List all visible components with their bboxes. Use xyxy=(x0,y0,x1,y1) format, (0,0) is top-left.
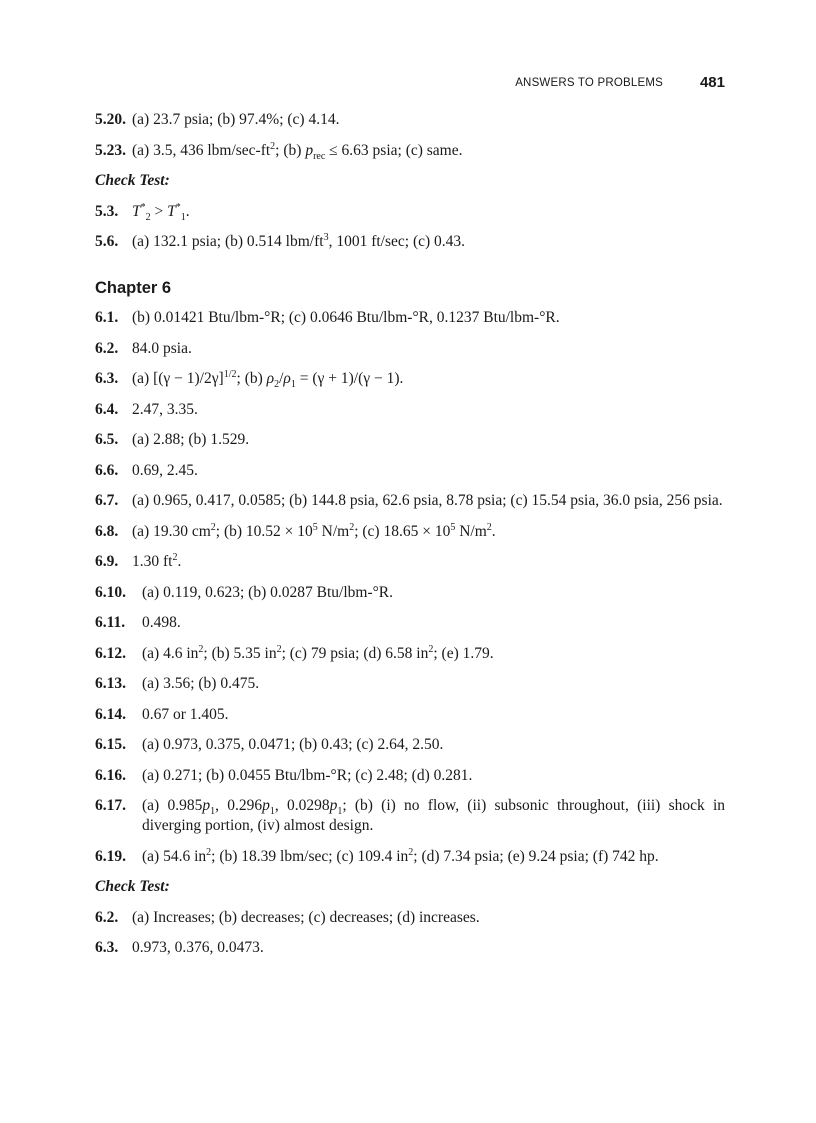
superscript: 2 xyxy=(486,521,492,533)
superscript: * xyxy=(140,201,146,213)
superscript: 1/2 xyxy=(223,368,237,380)
answer-6-4 xyxy=(95,400,725,420)
problem-number: 6.3. xyxy=(95,370,119,387)
answer-text: 1.30 ft xyxy=(132,553,173,570)
answer-text: (a) 2.88; (b) 1.529. xyxy=(132,431,250,448)
answer-6-2 xyxy=(95,339,725,359)
answer-text: 2.47, 3.35. xyxy=(132,400,198,418)
answer-text: (a) 23.7 psia; (b) 97.4%; (c) 4.14. xyxy=(132,111,340,128)
superscript: 2 xyxy=(408,846,414,858)
answer-6-6 xyxy=(95,461,725,481)
answer-text: (a) 0.965, 0.417, 0.0585; (b) 144.8 psia, 62.6 psia, 8.78 psia; (c) 15.54 psia, 36.0 psia, 256 psia. xyxy=(132,492,723,509)
answer-text: 0.67 or 1.405. xyxy=(142,705,229,723)
symbol-rho: ρ xyxy=(266,370,275,387)
problem-number: 6.3. xyxy=(95,939,119,956)
answer-6-14 xyxy=(95,705,725,725)
symbol-p: p xyxy=(329,797,338,814)
answer-text: (a) [(γ − 1)/2γ] xyxy=(132,370,224,387)
problem-number: 6.1. xyxy=(95,309,119,326)
answer-text: (a) 3.56; (b) 0.475. xyxy=(142,675,260,692)
answer-text: ≤ 6.63 psia; (c) same. xyxy=(325,141,463,159)
symbol-rho: ρ xyxy=(283,370,291,387)
answer-6-13 xyxy=(95,674,725,694)
subscript: 1 xyxy=(269,806,275,818)
problem-number: 6.4. xyxy=(95,400,119,418)
subscript: 2 xyxy=(274,379,280,391)
answer-6-8 xyxy=(95,522,725,542)
chapter-heading: Chapter 6 xyxy=(95,279,172,297)
superscript: 3 xyxy=(323,231,329,243)
answer-6-3 xyxy=(95,369,725,389)
answer-6-11 xyxy=(95,613,725,633)
answer-text: (a) 19.30 cm xyxy=(132,522,211,540)
page-number: 481 xyxy=(699,74,725,91)
answer-text: (a) 0.271; (b) 0.0455 Btu/lbm-°R; (c) 2.48; (d) 0.281. xyxy=(142,766,473,784)
answer-6-10 xyxy=(95,583,725,603)
subscript: 1 xyxy=(290,379,296,391)
answer-text: , 1001 ft/sec; (c) 0.43. xyxy=(328,233,466,250)
answer-text: . xyxy=(177,553,182,570)
answer-text: N/m xyxy=(455,522,487,540)
problem-number: 5.6. xyxy=(95,233,119,250)
answer-text: ; (c) 79 psia; (d) 6.58 in xyxy=(281,644,429,662)
answer-text: ; (b) 5.35 in xyxy=(203,644,277,662)
problem-number: 6.5. xyxy=(95,431,119,448)
answer-text: (a) 54.6 in xyxy=(142,847,207,865)
answer-text: ; (b) (i) no flow, (ii) subsonic throughout, (iii) shock in diverging portion, (iv) almost design. xyxy=(142,797,726,834)
answer-text: = (γ + 1)/(γ − 1). xyxy=(295,370,404,387)
answer-6-1 xyxy=(95,308,725,328)
problem-number: 6.14. xyxy=(95,705,126,723)
answer-text: 0.973, 0.376, 0.0473. xyxy=(132,939,264,956)
answer-text: ; (b) xyxy=(275,141,306,159)
answer-text: . xyxy=(185,202,190,220)
problem-number: 6.19. xyxy=(95,847,126,865)
subscript: 2 xyxy=(145,211,151,223)
answer-text: 0.498. xyxy=(142,614,181,631)
answer-text: , 0.296 xyxy=(215,797,263,814)
problem-number: 6.8. xyxy=(95,522,119,540)
answer-6-19 xyxy=(95,847,725,867)
answer-6-16 xyxy=(95,766,725,786)
symbol-p: p xyxy=(305,141,314,159)
problem-number: 5.3. xyxy=(95,202,119,220)
answer-6-17 xyxy=(95,796,725,836)
subscript: 1 xyxy=(210,806,216,818)
problem-number: 6.13. xyxy=(95,675,126,692)
problem-number: 6.11. xyxy=(95,614,126,631)
problem-number: 5.23. xyxy=(95,141,126,159)
answer-text: ; (c) 18.65 × 10 xyxy=(354,522,451,540)
answer-text: ; (e) 1.79. xyxy=(433,644,494,662)
answer-text: (a) 0.119, 0.623; (b) 0.0287 Btu/lbm-°R. xyxy=(142,583,394,601)
problem-number: 6.12. xyxy=(95,644,126,662)
answer-text: . xyxy=(491,522,496,540)
problem-number: 5.20. xyxy=(95,111,126,128)
answer-6-9 xyxy=(95,552,725,572)
symbol-t: T xyxy=(132,202,141,220)
problem-number: 6.10. xyxy=(95,583,126,601)
answer-text: ; (b) 18.39 lbm/sec; (c) 109.4 in xyxy=(211,847,409,865)
answer-6-5 xyxy=(95,430,725,450)
check-6-2 xyxy=(95,908,725,928)
answer-5-23 xyxy=(95,141,725,161)
superscript: 2 xyxy=(276,643,282,655)
subscript: 1 xyxy=(180,211,186,223)
answer-6-12 xyxy=(95,644,725,664)
answers-content xyxy=(95,110,725,969)
answer-text: (a) 132.1 psia; (b) 0.514 lbm/ft xyxy=(132,233,324,250)
symbol-p: p xyxy=(262,797,270,814)
problem-number: 6.2. xyxy=(95,339,119,357)
answer-text: / xyxy=(279,370,284,387)
answer-text: ; (d) 7.34 psia; (e) 9.24 psia; (f) 742 hp. xyxy=(413,847,659,865)
answer-text: (a) 0.985 xyxy=(142,797,203,814)
answer-text: N/m xyxy=(317,522,350,540)
answer-5-20 xyxy=(95,110,725,130)
check-5-6 xyxy=(95,232,725,252)
problem-number: 6.7. xyxy=(95,492,119,509)
check-test-heading: Check Test: xyxy=(95,878,170,895)
answer-text: (b) 0.01421 Btu/lbm-°R; (c) 0.0646 Btu/lbm-°R, 0.1237 Btu/lbm-°R. xyxy=(132,309,560,326)
answer-text: 0.69, 2.45. xyxy=(132,461,198,479)
problem-number: 6.2. xyxy=(95,908,119,926)
answer-text: > xyxy=(150,202,168,220)
answer-text: , 0.0298 xyxy=(274,797,330,814)
running-head: ANSWERS TO PROBLEMS xyxy=(515,77,663,89)
answer-text: 84.0 psia. xyxy=(132,339,192,357)
answer-6-15 xyxy=(95,735,725,755)
subscript: rec xyxy=(313,150,326,162)
problem-number: 6.6. xyxy=(95,461,119,479)
problem-number: 6.9. xyxy=(95,553,119,570)
page-header xyxy=(95,74,725,92)
superscript: 2 xyxy=(172,551,178,563)
superscript: 2 xyxy=(428,643,434,655)
symbol-p: p xyxy=(202,797,211,814)
superscript: 2 xyxy=(349,521,355,533)
answer-text: ; (b) xyxy=(236,370,267,387)
answer-text: (a) Increases; (b) decreases; (c) decreases; (d) increases. xyxy=(132,908,480,926)
answer-text: ; (b) 10.52 × 10 xyxy=(215,522,313,540)
superscript: 2 xyxy=(210,521,216,533)
superscript: * xyxy=(175,201,181,213)
answer-text: (a) 3.5, 436 lbm/sec-ft xyxy=(132,141,271,159)
problem-number: 6.16. xyxy=(95,766,126,784)
subscript: 1 xyxy=(337,806,343,818)
answer-text: (a) 4.6 in xyxy=(142,644,199,662)
superscript: 2 xyxy=(198,643,204,655)
check-6-3 xyxy=(95,938,725,958)
check-5-3 xyxy=(95,202,725,222)
answer-text: (a) 0.973, 0.375, 0.0471; (b) 0.43; (c) 2.64, 2.50. xyxy=(142,736,444,753)
problem-number: 6.17. xyxy=(95,797,126,814)
check-test-heading: Check Test: xyxy=(95,172,170,189)
superscript: 5 xyxy=(450,521,456,533)
superscript: 5 xyxy=(312,521,318,533)
superscript: 2 xyxy=(270,140,276,152)
answer-6-7 xyxy=(95,491,725,511)
superscript: 2 xyxy=(206,846,212,858)
symbol-t: T xyxy=(167,202,176,220)
problem-number: 6.15. xyxy=(95,736,126,753)
